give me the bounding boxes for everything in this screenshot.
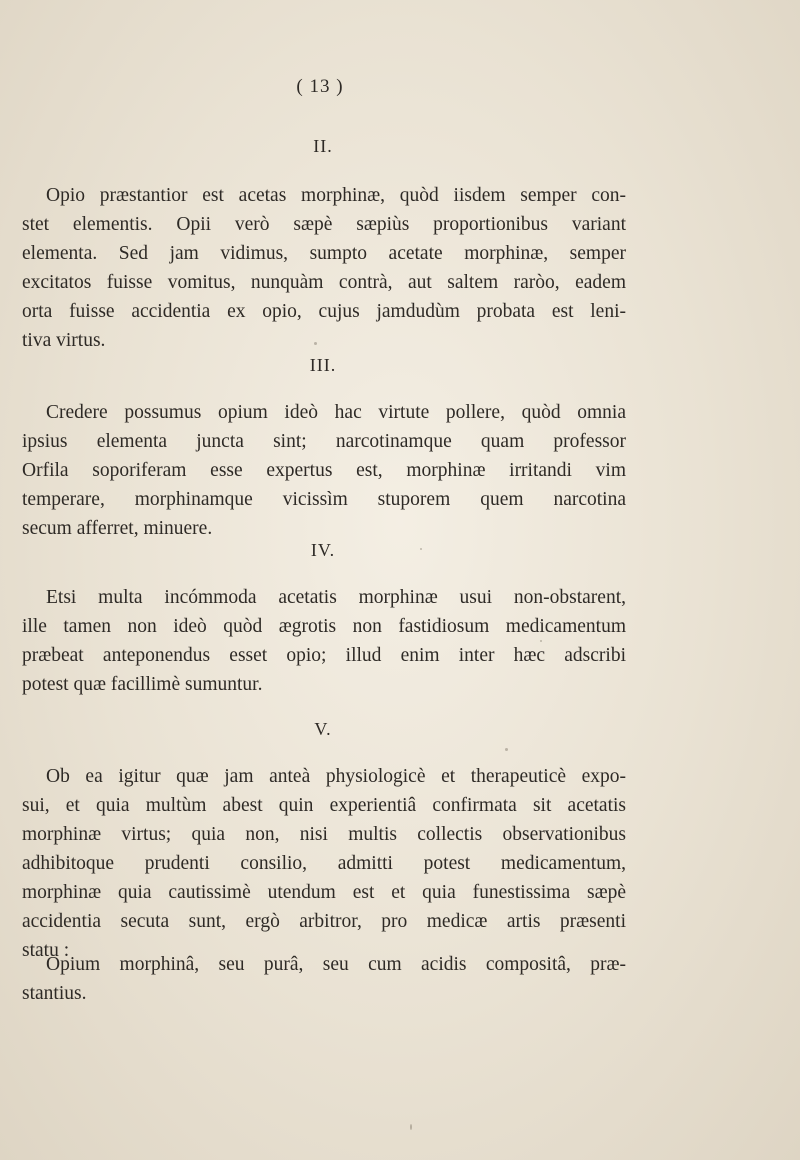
paragraph-section-iv bbox=[22, 583, 626, 699]
text-line: orta fuisse accidentia ex opio, cujus jamdudùm probata est leni- bbox=[22, 301, 626, 322]
section-heading-iii: III. bbox=[309, 355, 337, 375]
section-heading-iv: IV. bbox=[310, 540, 336, 560]
text-line: potest quæ facillimè sumuntur. bbox=[22, 674, 263, 695]
section-heading-ii: II. bbox=[313, 136, 333, 156]
text-line: Ob ea igitur quæ jam anteà physiologicè et therapeuticè expo- bbox=[46, 766, 626, 787]
text-line: tiva virtus. bbox=[22, 330, 106, 351]
text-line: accidentia secuta sunt, ergò arbitror, pro medicæ artis præsenti bbox=[22, 911, 626, 932]
text-line: Opio præstantior est acetas morphinæ, quòd iisdem semper con- bbox=[46, 185, 626, 206]
text-line: elementa. Sed jam vidimus, sumpto acetate morphinæ, semper bbox=[22, 243, 626, 264]
text-line: stet elementis. Opii verò sæpè sæpiùs proportionibus variant bbox=[22, 214, 626, 235]
page-number: ( 13 ) bbox=[296, 76, 344, 97]
paper-speck bbox=[540, 640, 542, 642]
paper-speck bbox=[420, 548, 422, 550]
section-heading-v: V. bbox=[314, 719, 332, 739]
text-line: stantius. bbox=[22, 983, 87, 1004]
text-line: temperare, morphinamque vicissìm stuporem quem narcotina bbox=[22, 489, 626, 510]
text-line: Credere possumus opium ideò hac virtute pollere, quòd omnia bbox=[46, 402, 626, 423]
text-line: morphinæ quia cautissimè utendum est et quia funestissima sæpè bbox=[22, 882, 626, 903]
paper-speck bbox=[314, 342, 317, 345]
text-line: excitatos fuisse vomitus, nunquàm contrà, aut saltem raròo, eadem bbox=[22, 272, 626, 293]
paragraph-section-iii bbox=[22, 398, 626, 543]
text-line: Orfila soporiferam esse expertus est, morphinæ irritandi vim bbox=[22, 460, 626, 481]
text-line: ille tamen non ideò quòd ægrotis non fastidiosum medicamentum bbox=[22, 616, 626, 637]
paper-speck bbox=[505, 748, 508, 751]
text-line: sui, et quia multùm abest quin experientiâ confirmata sit acetatis bbox=[22, 795, 626, 816]
text-line: adhibitoque prudenti consilio, admitti potest medicamentum, bbox=[22, 853, 626, 874]
text-line: Opium morphinâ, seu purâ, seu cum acidis compositâ, præ- bbox=[46, 954, 626, 975]
paragraph-section-ii bbox=[22, 181, 626, 355]
text-line: Etsi multa incómmoda acetatis morphinæ usui non-obstarent, bbox=[46, 587, 626, 608]
text-line: morphinæ virtus; quia non, nisi multis collectis observationibus bbox=[22, 824, 626, 845]
text-line: præbeat anteponendus esset opio; illud enim inter hæc adscribi bbox=[22, 645, 626, 666]
text-line: secum afferret, minuere. bbox=[22, 518, 213, 539]
text-line: ipsius elementa juncta sint; narcotinamque quam professor bbox=[22, 431, 626, 452]
text-line: statu : bbox=[22, 940, 70, 961]
paragraph-section-v bbox=[22, 762, 626, 965]
paragraph-conclusion bbox=[22, 950, 626, 1008]
paper-speck bbox=[410, 1124, 412, 1130]
